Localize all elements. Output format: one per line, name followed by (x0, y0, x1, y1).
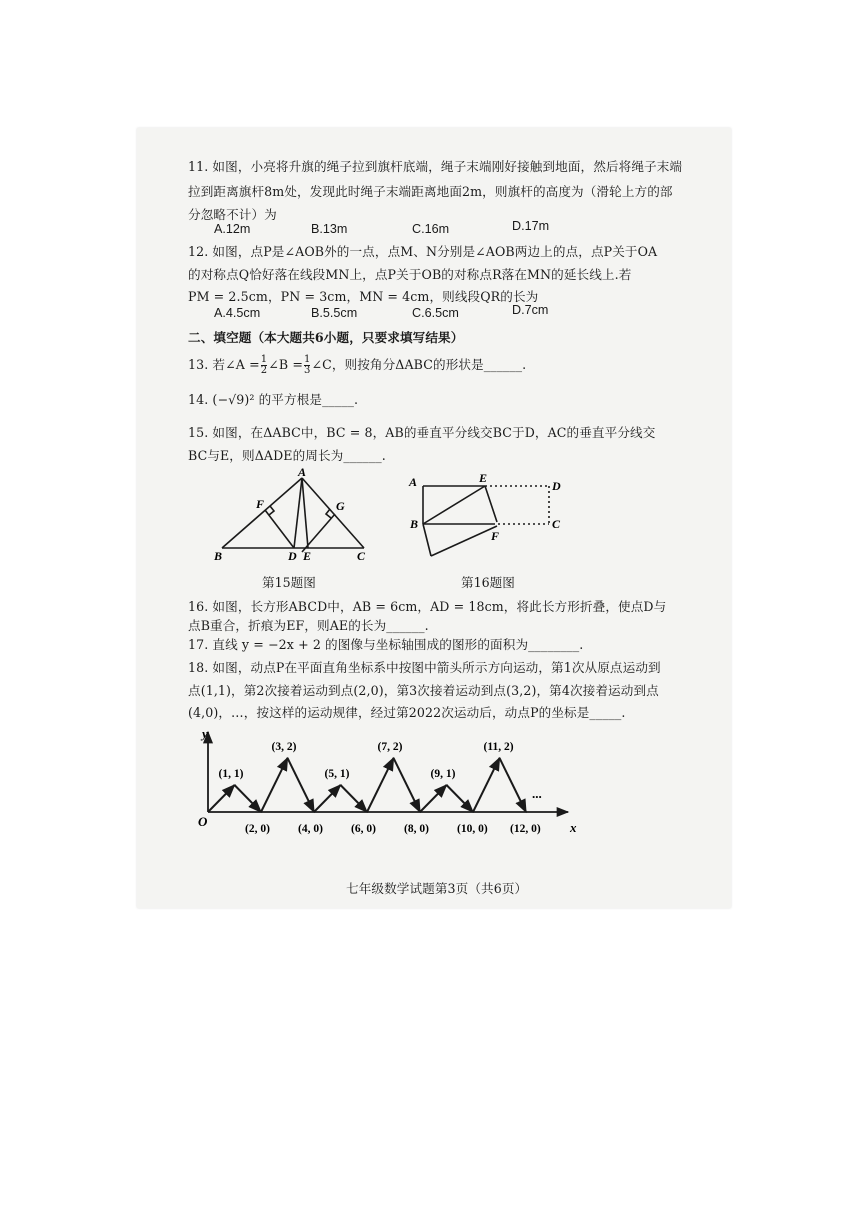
figure-15-caption: 第15题图 (262, 575, 316, 590)
fig15-label-f: F (256, 497, 265, 511)
q12-option-d: D.7cm (512, 303, 549, 317)
fig18-axis-label: (12, 0) (510, 823, 541, 835)
fig16-diagonal-be (423, 486, 485, 524)
q16-line-2: 点B重合，折痕为EF，则AE的长为______. (188, 618, 429, 633)
fig15-label-a: A (298, 468, 307, 479)
q12-line-1: 12. 如图，点P是∠AOB外的一点，点M、N分别是∠AOB两边上的点，点P关于OA (188, 244, 658, 259)
q12-line-2: 的对称点Q恰好落在线段MN上，点P关于OB的对称点R落在MN的延长线上.若 (188, 267, 632, 282)
q13-mid: ∠B = (268, 357, 303, 372)
fig16-label-e: E (479, 471, 488, 485)
fig18-path-segment-8 (394, 758, 421, 812)
fig16-label-c: C (552, 517, 561, 531)
figure-18-coordinate-path (196, 724, 586, 850)
fig18-peak-label: (9, 1) (430, 768, 456, 780)
q13-prefix: 13. 若∠A = (188, 357, 260, 372)
fig15-label-b: B (214, 549, 223, 560)
fig18-path-segment-10 (447, 785, 474, 812)
fig18-path-segment-6 (341, 785, 368, 812)
fig18-axis-label: (4, 0) (298, 823, 323, 835)
q11-line-3: 分忽略不计）为 (188, 207, 277, 222)
q18-line-2: 点(1,1)，第2次接着运动到点(2,0)，第3次接着运动到点(3,2)，第4次接着运动到点 (188, 683, 659, 698)
q18-line-3: (4,0)，…，按这样的运动规律，经过第2022次运动后，动点P的坐标是_____. (188, 705, 626, 720)
fig18-path-segment-11 (473, 758, 500, 812)
fig18-path-segment-5 (314, 785, 341, 812)
fig18-axis-label: (8, 0) (404, 823, 429, 835)
fig18-axis-label: (10, 0) (457, 823, 488, 835)
q18-line-1: 18. 如图，动点P在平面直角坐标系中按图中箭头所示方向运动，第1次从原点运动到 (188, 660, 661, 675)
fig15-label-d: D (288, 549, 297, 560)
q17-text: 17. 直线 y = −2x + 2 的图像与坐标轴围成的图形的面积为________. (188, 637, 584, 652)
q12-option-b: B.5.5cm (311, 306, 358, 320)
q13-suffix: ∠C，则按角分ΔABC的形状是______. (311, 357, 527, 372)
fig15-segment-ab (222, 478, 302, 548)
fig16-label-a: A (409, 475, 418, 489)
fig18-path-segment-9 (420, 785, 447, 812)
fig15-right-angle-f (269, 506, 274, 515)
page-footer: 七年级数学试题第3页（共6页） (346, 881, 528, 896)
q15-line-1: 15. 如图，在ΔABC中，BC = 8，AB的垂直平分线交BC于D，AC的垂直平分线交 (188, 425, 656, 440)
fig16-label-d: D (552, 479, 561, 493)
fig18-motion-path (208, 758, 526, 812)
figure-15-diagram (210, 468, 380, 560)
fig18-peak-label: (3, 2) (271, 741, 297, 753)
fig18-path-segment-1 (208, 785, 235, 812)
fig18-axis-label: (6, 0) (351, 823, 376, 835)
figure-16-diagram (405, 470, 575, 562)
q11-line-1: 11. 如图，小亮将升旗的绳子拉到旗杆底端，绳子末端刚好接触到地面，然后将绳子末端 (188, 159, 683, 174)
fig16-folded-bottom (431, 526, 500, 556)
q12-line-3: PM = 2.5cm，PN = 3cm，MN = 4cm，则线段QR的长为 (188, 289, 539, 304)
fig18-path-segment-3 (261, 758, 288, 812)
section-2-heading: 二、填空题（本大题共6小题，只要求填写结果） (188, 330, 464, 345)
fig15-segment-ad (294, 478, 302, 548)
fig18-x-label: x (570, 820, 577, 835)
fig18-origin-label: O (198, 814, 208, 829)
fig15-segment-ac (302, 478, 364, 548)
fig16-folded-side (423, 524, 431, 556)
fig18-ellipsis: ... (532, 786, 542, 801)
fig15-label-g: G (336, 499, 345, 513)
q11-option-c: C.16m (412, 222, 450, 236)
q11-option-a: A.12m (214, 222, 251, 236)
q11-option-d: D.17m (512, 219, 550, 233)
q11-option-b: B.13m (311, 222, 348, 236)
q13-text (188, 354, 526, 376)
fig16-label-f: F (491, 529, 500, 543)
fig18-peak-label: (5, 1) (324, 768, 350, 780)
fig16-label-b: B (410, 517, 419, 531)
q14-text: 14. (−√9)² 的平方根是_____. (188, 392, 359, 407)
fig18-path-segment-7 (367, 758, 394, 812)
fig15-label-e: E (303, 549, 312, 560)
q11-line-2: 拉到距离旗杆8m处，发现此时绳子末端距离地面2m，则旗杆的高度为（滑轮上方的部 (188, 184, 673, 199)
q13-fraction-half: $\frac{1}{2}$ (260, 354, 268, 376)
fig15-bisector-fd (265, 510, 294, 548)
fig18-peak-label: (11, 2) (483, 741, 514, 753)
fig18-path-segment-12 (500, 758, 527, 812)
fig18-path-segment-2 (235, 785, 262, 812)
figure-16-caption: 第16题图 (461, 575, 515, 590)
fig16-fold-ef (485, 486, 497, 522)
fig15-segment-ae (302, 478, 308, 548)
fig18-peak-label: (1, 1) (218, 768, 244, 780)
fig18-y-label: y (202, 726, 208, 741)
q12-option-a: A.4.5cm (214, 306, 261, 320)
q15-line-2: BC与E，则ΔADE的周长为______. (188, 448, 386, 463)
fig18-axis-label: (2, 0) (245, 823, 270, 835)
q16-line-1: 16. 如图，长方形ABCD中，AB = 6cm，AD = 18cm，将此长方形折叠，使点D与 (188, 599, 667, 614)
fig18-peak-label: (7, 2) (377, 741, 403, 753)
q12-option-c: C.6.5cm (412, 306, 459, 320)
q13-fraction-third: $\frac{1}{3}$ (303, 354, 311, 376)
fig18-path-segment-4 (288, 758, 315, 812)
fig15-label-c: C (357, 549, 366, 560)
